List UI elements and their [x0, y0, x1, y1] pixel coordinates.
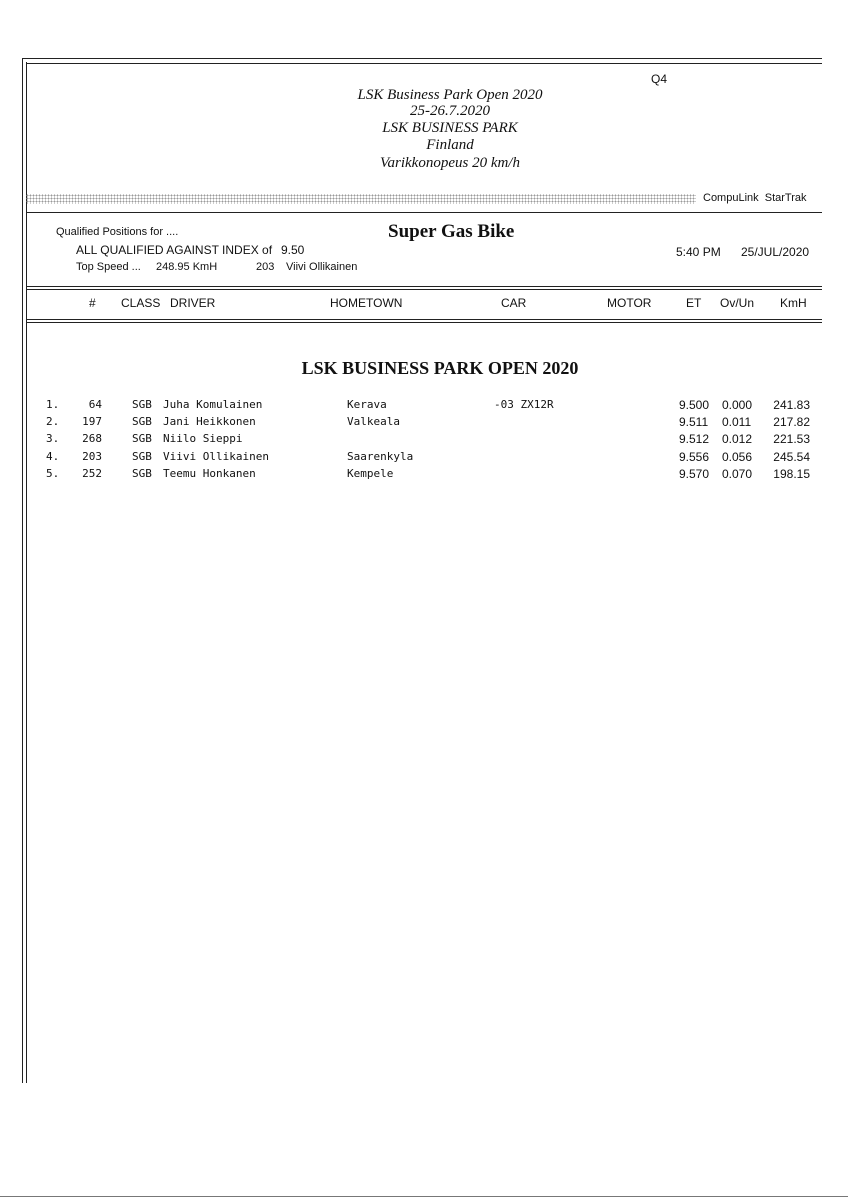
- row-driver: Juha Komulainen: [163, 398, 263, 411]
- row-et: 9.570: [679, 467, 710, 481]
- top-speed-number: 203: [256, 261, 275, 273]
- section-title: LSK BUSINESS PARK OPEN 2020: [301, 358, 579, 378]
- row-position: 4.: [46, 450, 60, 463]
- row-hometown: Valkeala: [347, 415, 400, 428]
- row-position: 5.: [46, 467, 60, 480]
- row-et: 9.500: [679, 398, 710, 412]
- col-num: #: [89, 296, 96, 310]
- col-kmh: KmH: [780, 296, 807, 310]
- row-hometown: Saarenkyla: [347, 450, 414, 463]
- top-border-inner: [26, 63, 822, 64]
- system-label: CompuLink StarTrak: [703, 192, 807, 204]
- row-class: SGB: [132, 467, 152, 480]
- row-et: 9.556: [679, 450, 710, 464]
- top-speed-value: 248.95 KmH: [156, 261, 218, 273]
- row-driver: Viivi Ollikainen: [163, 450, 269, 463]
- row-hometown: Kerava: [347, 398, 387, 411]
- row-class: SGB: [132, 432, 152, 445]
- header-rule-2: [26, 289, 822, 290]
- col-et: ET: [686, 296, 702, 310]
- row-car: -03 ZX12R: [494, 398, 554, 411]
- top-speed-driver: Viivi Ollikainen: [286, 261, 358, 273]
- row-ovun: 0.000: [722, 398, 753, 412]
- header-rule-1: [26, 286, 822, 287]
- event-country: Finland: [426, 137, 474, 153]
- row-ovun: 0.011: [722, 415, 752, 429]
- row-driver: Jani Heikkonen: [163, 415, 256, 428]
- row-driver: Niilo Sieppi: [163, 432, 243, 445]
- event-venue: LSK BUSINESS PARK: [382, 120, 518, 136]
- left-border-inner: [26, 62, 27, 1083]
- event-title: LSK Business Park Open 2020: [357, 87, 543, 103]
- left-border: [22, 58, 23, 1083]
- row-ovun: 0.056: [722, 450, 753, 464]
- col-ovun: Ov/Un: [720, 296, 755, 310]
- row-et: 9.512: [679, 432, 710, 446]
- col-motor: MOTOR: [607, 296, 652, 310]
- col-class: CLASS: [121, 296, 161, 310]
- row-kmh: 241.83: [773, 398, 810, 412]
- info-top-rule: [26, 212, 822, 213]
- report-time: 5:40 PM: [676, 245, 721, 259]
- row-kmh: 217.82: [773, 415, 810, 429]
- row-class: SGB: [132, 415, 152, 428]
- qualified-for-label: Qualified Positions for ....: [56, 226, 179, 238]
- col-driver: DRIVER: [170, 296, 216, 310]
- row-driver: Teemu Honkanen: [163, 467, 256, 480]
- row-number: 203: [82, 450, 102, 463]
- row-class: SGB: [132, 398, 152, 411]
- top-speed-label: Top Speed ...: [76, 261, 141, 273]
- row-number: 268: [82, 432, 102, 445]
- class-title: Super Gas Bike: [388, 221, 515, 242]
- col-hometown: HOMETOWN: [330, 296, 403, 310]
- page-code: Q4: [651, 72, 668, 86]
- row-et: 9.511: [679, 415, 709, 429]
- event-pit-speed: Varikkonopeus 20 km/h: [380, 155, 520, 171]
- row-number: 197: [82, 415, 102, 428]
- report-date: 25/JUL/2020: [741, 245, 810, 259]
- row-position: 1.: [46, 398, 60, 411]
- row-kmh: 221.53: [773, 432, 810, 446]
- row-number: 64: [88, 398, 102, 411]
- event-dates: 25-26.7.2020: [410, 103, 490, 119]
- index-label: ALL QUALIFIED AGAINST INDEX of: [76, 243, 273, 257]
- row-position: 3.: [46, 432, 60, 445]
- row-class: SGB: [132, 450, 152, 463]
- col-car: CAR: [501, 296, 527, 310]
- row-kmh: 198.15: [773, 467, 810, 481]
- index-value: 9.50: [281, 243, 305, 257]
- row-kmh: 245.54: [773, 450, 810, 464]
- row-number: 252: [82, 467, 102, 480]
- row-position: 2.: [46, 415, 60, 428]
- row-ovun: 0.012: [722, 432, 753, 446]
- row-hometown: Kempele: [347, 467, 394, 480]
- header-rule-3: [26, 319, 822, 320]
- top-border: [22, 58, 822, 59]
- header-separator-band: [26, 194, 696, 204]
- row-ovun: 0.070: [722, 467, 753, 481]
- bottom-rule: [0, 1196, 848, 1197]
- header-rule-4: [26, 322, 822, 323]
